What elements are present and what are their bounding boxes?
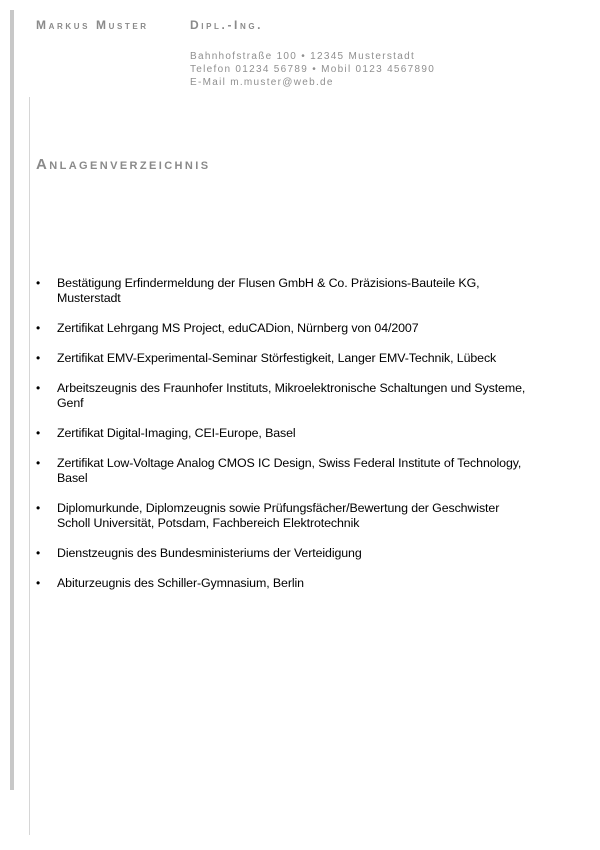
attachment-item [36,501,556,531]
contact-email: E-Mail m.muster@web.de [190,77,334,88]
attachment-line: Genf [57,396,84,410]
section-heading: Anlagenverzeichnis [36,156,211,173]
attachment-item [36,321,556,336]
bullet-icon: • [36,576,41,590]
bullet-icon: • [36,426,41,440]
attachment-item [36,351,556,366]
attachment-line: Musterstadt [57,291,121,305]
bullet-icon: • [36,276,41,290]
margin-rule-thin [29,97,30,835]
bullet-icon: • [36,501,41,515]
attachment-line: Zertifikat Digital-Imaging, CEI-Europe, Basel [57,426,296,440]
contact-block [190,50,435,89]
attachment-item [36,456,556,486]
attachment-list [36,276,556,606]
attachment-line: Abiturzeugnis des Schiller-Gymnasium, Berlin [57,576,304,590]
sender-title: Dipl.-Ing. [190,18,264,32]
attachment-line: Bestätigung Erfindermeldung der Flusen GmbH & Co. Präzisions-Bauteile KG, [57,276,480,290]
bullet-icon: • [36,321,41,335]
attachment-item [36,276,556,306]
bullet-icon: • [36,546,41,560]
attachment-line: Scholl Universität, Potsdam, Fachbereich Elektrotechnik [57,516,360,530]
contact-address: Bahnhofstraße 100 • 12345 Musterstadt [190,51,416,62]
attachment-line: Basel [57,471,88,485]
attachment-item [36,546,556,561]
attachment-item [36,426,556,441]
bullet-icon: • [36,381,41,395]
bullet-icon: • [36,351,41,365]
attachment-item [36,576,556,591]
attachment-line: Zertifikat Low-Voltage Analog CMOS IC Design, Swiss Federal Institute of Technology, [57,456,522,470]
attachment-line: Diplomurkunde, Diplomzeugnis sowie Prüfungsfächer/Bewertung der Geschwister [57,501,500,515]
attachment-line: Zertifikat EMV-Experimental-Seminar Störfestigkeit, Langer EMV-Technik, Lübeck [57,351,497,365]
attachment-line: Dienstzeugnis des Bundesministeriums der Verteidigung [57,546,362,560]
bullet-icon: • [36,456,41,470]
attachment-line: Zertifikat Lehrgang MS Project, eduCADion, Nürnberg von 04/2007 [57,321,419,335]
sender-name: Markus Muster [36,18,149,32]
contact-phone: Telefon 01234 56789 • Mobil 0123 4567890 [190,64,436,75]
attachment-item [36,381,556,411]
attachment-line: Arbeitszeugnis des Fraunhofer Instituts, Mikroelektronische Schaltungen und Systeme, [57,381,526,395]
margin-rule-thick [10,10,14,790]
